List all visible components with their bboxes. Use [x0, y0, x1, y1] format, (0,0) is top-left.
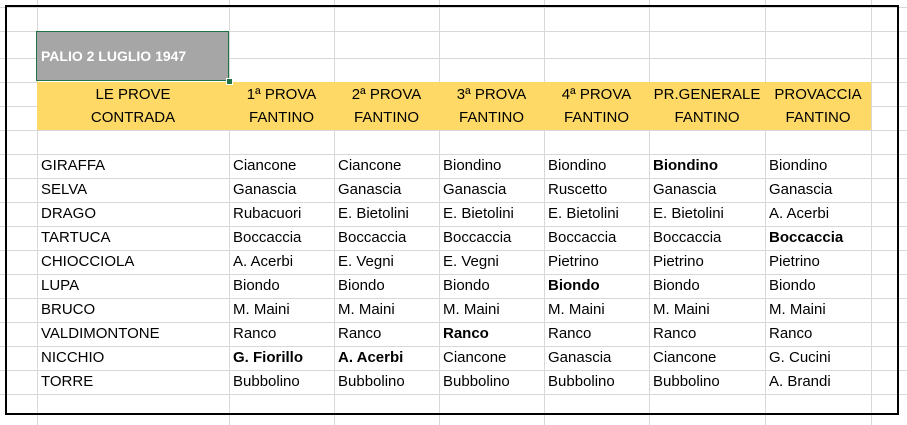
fantino-cell[interactable]: Biondino: [548, 157, 607, 174]
fantino-cell[interactable]: M. Maini: [548, 301, 605, 318]
fantino-cell[interactable]: E. Bietolini: [653, 205, 724, 222]
fantino-cell[interactable]: M. Maini: [653, 301, 710, 318]
fantino-cell[interactable]: E. Vegni: [443, 253, 499, 270]
fantino-cell[interactable]: G. Fiorillo: [233, 349, 303, 366]
contrada-cell[interactable]: TARTUCA: [41, 229, 111, 246]
contrada-cell[interactable]: SELVA: [41, 181, 88, 198]
fantino-cell[interactable]: Biondino: [443, 157, 502, 174]
fantino-cell[interactable]: M. Maini: [338, 301, 395, 318]
header-cell[interactable]: 3ª PROVA: [456, 86, 527, 103]
fantino-cell[interactable]: Boccaccia: [653, 229, 722, 246]
contrada-cell[interactable]: VALDIMONTONE: [41, 325, 160, 342]
fantino-cell[interactable]: Ranco: [443, 325, 489, 342]
fantino-cell[interactable]: Biondo: [653, 277, 700, 294]
fantino-cell[interactable]: Ranco: [338, 325, 382, 342]
fantino-cell[interactable]: Ranco: [653, 325, 697, 342]
fantino-cell[interactable]: Bubbolino: [653, 373, 720, 390]
fantino-cell[interactable]: A. Acerbi: [769, 205, 830, 222]
header-cell[interactable]: 2ª PROVA: [351, 86, 422, 103]
fantino-cell[interactable]: Boccaccia: [769, 229, 844, 246]
fantino-cell[interactable]: Ganascia: [338, 181, 402, 198]
fantino-cell[interactable]: Rubacuori: [233, 205, 302, 222]
contrada-cell[interactable]: GIRAFFA: [41, 157, 106, 174]
header-cell[interactable]: 1ª PROVA: [246, 86, 317, 103]
gridline-vertical: [439, 0, 440, 425]
contrada-cell[interactable]: LUPA: [41, 277, 80, 294]
fantino-cell[interactable]: E. Bietolini: [338, 205, 409, 222]
header-cell[interactable]: FANTINO: [353, 109, 419, 126]
fantino-cell[interactable]: Bubbolino: [548, 373, 615, 390]
fantino-cell[interactable]: Ciancone: [233, 157, 297, 174]
contrada-cell[interactable]: BRUCO: [41, 301, 96, 318]
fantino-cell[interactable]: Ranco: [769, 325, 813, 342]
fantino-cell[interactable]: A. Acerbi: [233, 253, 294, 270]
fantino-cell[interactable]: Ciancone: [443, 349, 507, 366]
header-cell[interactable]: FANTINO: [248, 109, 314, 126]
header-cell[interactable]: FANTINO: [458, 109, 524, 126]
fantino-cell[interactable]: Bubbolino: [338, 373, 405, 390]
title-cell-selected[interactable]: [36, 31, 229, 81]
title-text: PALIO 2 LUGLIO 1947: [41, 48, 187, 64]
fantino-cell[interactable]: Boccaccia: [548, 229, 617, 246]
gridline-vertical: [334, 0, 335, 425]
fantino-cell[interactable]: Boccaccia: [233, 229, 302, 246]
gridline-vertical: [229, 0, 230, 425]
header-cell[interactable]: PROVACCIA: [774, 86, 862, 103]
contrada-cell[interactable]: CHIOCCIOLA: [41, 253, 135, 270]
header-cell[interactable]: LE PROVE: [95, 86, 171, 103]
fantino-cell[interactable]: Ganascia: [443, 181, 507, 198]
gridline-horizontal: [0, 394, 907, 395]
fantino-cell[interactable]: E. Bietolini: [548, 205, 619, 222]
fantino-cell[interactable]: Pietrino: [769, 253, 820, 270]
gridline-vertical: [765, 0, 766, 425]
header-cell[interactable]: FANTINO: [563, 109, 629, 126]
gridline-vertical: [544, 0, 545, 425]
gridline-vertical: [871, 0, 872, 425]
gridline-horizontal: [0, 130, 907, 131]
fantino-cell[interactable]: Boccaccia: [338, 229, 407, 246]
header-cell[interactable]: FANTINO: [674, 109, 740, 126]
fantino-cell[interactable]: Biondo: [769, 277, 816, 294]
fantino-cell[interactable]: Ranco: [233, 325, 277, 342]
gridline-vertical: [649, 0, 650, 425]
fantino-cell[interactable]: Ganascia: [769, 181, 833, 198]
header-cell[interactable]: FANTINO: [785, 109, 851, 126]
fantino-cell[interactable]: Biondo: [338, 277, 385, 294]
fantino-cell[interactable]: Boccaccia: [443, 229, 512, 246]
fantino-cell[interactable]: Biondo: [548, 277, 600, 294]
contrada-cell[interactable]: TORRE: [41, 373, 94, 390]
fantino-cell[interactable]: Biondino: [653, 157, 718, 174]
fantino-cell[interactable]: Ruscetto: [548, 181, 608, 198]
fantino-cell[interactable]: Bubbolino: [233, 373, 300, 390]
header-cell[interactable]: PR.GENERALE: [653, 86, 761, 103]
fantino-cell[interactable]: Biondino: [769, 157, 828, 174]
fantino-cell[interactable]: Ranco: [548, 325, 592, 342]
fantino-cell[interactable]: Biondo: [443, 277, 490, 294]
fantino-cell[interactable]: Ganascia: [233, 181, 297, 198]
fantino-cell[interactable]: Ciancone: [338, 157, 402, 174]
gridline-horizontal: [0, 7, 907, 8]
fantino-cell[interactable]: M. Maini: [769, 301, 826, 318]
contrada-cell[interactable]: DRAGO: [41, 205, 97, 222]
fantino-cell[interactable]: Ganascia: [653, 181, 717, 198]
fantino-cell[interactable]: M. Maini: [233, 301, 290, 318]
fantino-cell[interactable]: Pietrino: [653, 253, 704, 270]
fantino-cell[interactable]: Ciancone: [653, 349, 717, 366]
fantino-cell[interactable]: Bubbolino: [443, 373, 510, 390]
header-cell[interactable]: 4ª PROVA: [561, 86, 632, 103]
fantino-cell[interactable]: A. Brandi: [769, 373, 831, 390]
header-cell[interactable]: CONTRADA: [90, 109, 176, 126]
fantino-cell[interactable]: Ganascia: [548, 349, 612, 366]
fantino-cell[interactable]: A. Acerbi: [338, 349, 404, 366]
fantino-cell[interactable]: G. Cucini: [769, 349, 831, 366]
fantino-cell[interactable]: E. Vegni: [338, 253, 394, 270]
fantino-cell[interactable]: E. Bietolini: [443, 205, 514, 222]
fantino-cell[interactable]: M. Maini: [443, 301, 500, 318]
contrada-cell[interactable]: NICCHIO: [41, 349, 105, 366]
fantino-cell[interactable]: Biondo: [233, 277, 280, 294]
fantino-cell[interactable]: Pietrino: [548, 253, 599, 270]
